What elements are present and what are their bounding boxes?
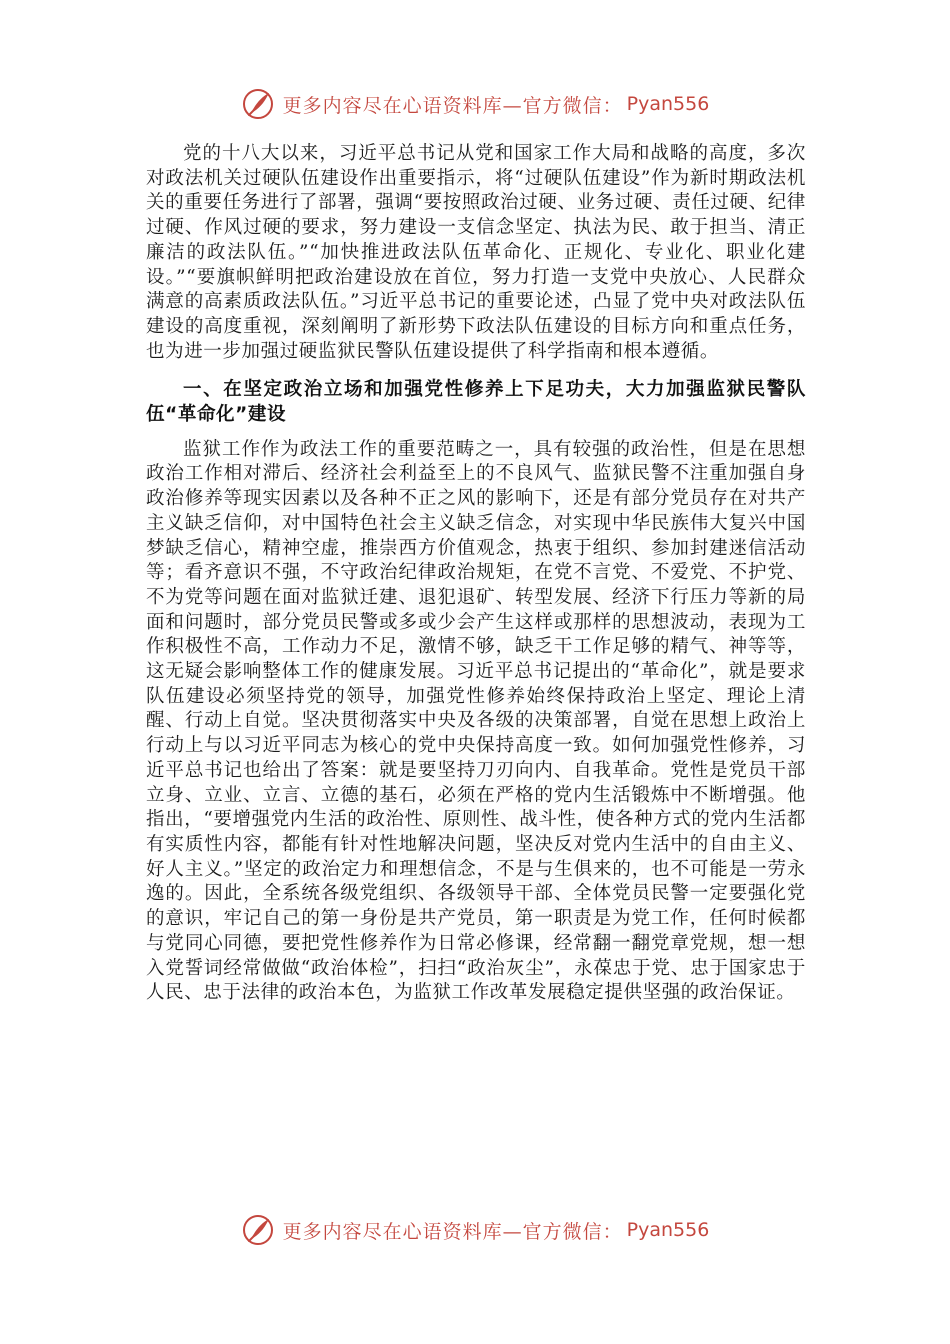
intro-paragraph: 党的十八大以来，习近平总书记从党和国家工作大局和战略的高度，多次对政法机关过硬队伍建设作出重要指示，将“过硬队伍建设”作为新时期政法机关的重要任务进行了部署，强调“要按照政治过硬、业务过硬、责任过硬、纪律过硬、作风过硬的要求，努力建设一支信念坚定、执法为民、敢于担当、清正廉洁的政法队伍。”“加快推进政法队伍革命化、正规化、专业化、职业化建设。”“要旗帜鲜明把政治建设放在首位，努力打造一支党中央放心、人民群众满意的高素质政法队伍。”习近平总书记的重要论述，凸显了党中央对政法队伍建设的高度重视，深刻阐明了新形势下政法队伍建设的目标方向和重点任务，也为进一步加强过硬监狱民警队伍建设提供了科学指南和根本遵循。 bbox=[146, 143, 806, 362]
section-heading-1: 一、在坚定政治立场和加强党性修养上下足功夫，大力加强监狱民警队伍“革命化”建设 bbox=[146, 379, 806, 426]
footer-watermark bbox=[0, 1210, 950, 1250]
watermark-wechat-handle: Pyan556 bbox=[626, 93, 710, 115]
watermark-wechat-handle: Pyan556 bbox=[626, 1219, 710, 1241]
feather-quill-icon bbox=[241, 1213, 275, 1247]
feather-quill-icon bbox=[241, 87, 275, 121]
document-body bbox=[146, 142, 806, 1006]
header-watermark bbox=[0, 84, 950, 124]
section-1-paragraph: 监狱工作作为政法工作的重要范畴之一，具有较强的政治性，但是在思想政治工作相对滞后、经济社会利益至上的不良风气、监狱民警不注重加强自身政治修养等现实因素以及各种不正之风的影响下，还是有部分党员存在对共产主义缺乏信仰，对中国特色社会主义缺乏信念，对实现中华民族伟大复兴中国梦缺乏信心，精神空虚，推崇西方价值观念，热衷于组织、参加封建迷信活动等；看齐意识不强，不守政治纪律政治规矩，在党不言党、不爱党、不护党、不为党等问题在面对监狱迁建、退犯退矿、转型发展、经济下行压力等新的局面和问题时，部分党员民警或多或少会产生这样或那样的思想波动，表现为工作积极性不高，工作动力不足，激情不够，缺乏干工作足够的精气、神等等，这无疑会影响整体工作的健康发展。习近平总书记提出的“革命化”，就是要求队伍建设必须坚持党的领导，加强党性修养始终保持政治上坚定、理论上清醒、行动上自觉。坚决贯彻落实中央及各级的决策部署，自觉在思想上政治上行动上与以习近平同志为核心的党中央保持高度一致。如何加强党性修养，习近平总书记也给出了答案：就是要坚持刀刃向内、自我革命。党性是党员干部立身、立业、立言、立德的基石，必须在严格的党内生活锻炼中不断增强。他指出，“要增强党内生活的政治性、原则性、战斗性，使各种方式的党内生活都有实质性内容，都能有针对性地解决问题，坚决反对党内生活中的自由主义、好人主义。”坚定的政治定力和理想信念，不是与生俱来的，也不可能是一劳永逸的。因此，全系统各级党组织、各级领导干部、全体党员民警一定要强化党的意识，牢记自己的第一身份是共产党员，第一职责是为党工作，任何时候都与党同心同德，要把党性修养作为日常必修课，经常翻一翻党章党规，想一想入党誓词经常做做“政治体检”，扫扫“政治灰尘”，永葆忠于党、忠于国家忠于人民、忠于法律的政治本色，为监狱工作改革发展稳定提供坚强的政治保证。 bbox=[146, 438, 806, 1004]
watermark-text: 更多内容尽在心语资料库—官方微信： bbox=[282, 1220, 623, 1243]
watermark-text: 更多内容尽在心语资料库—官方微信： bbox=[282, 94, 623, 117]
